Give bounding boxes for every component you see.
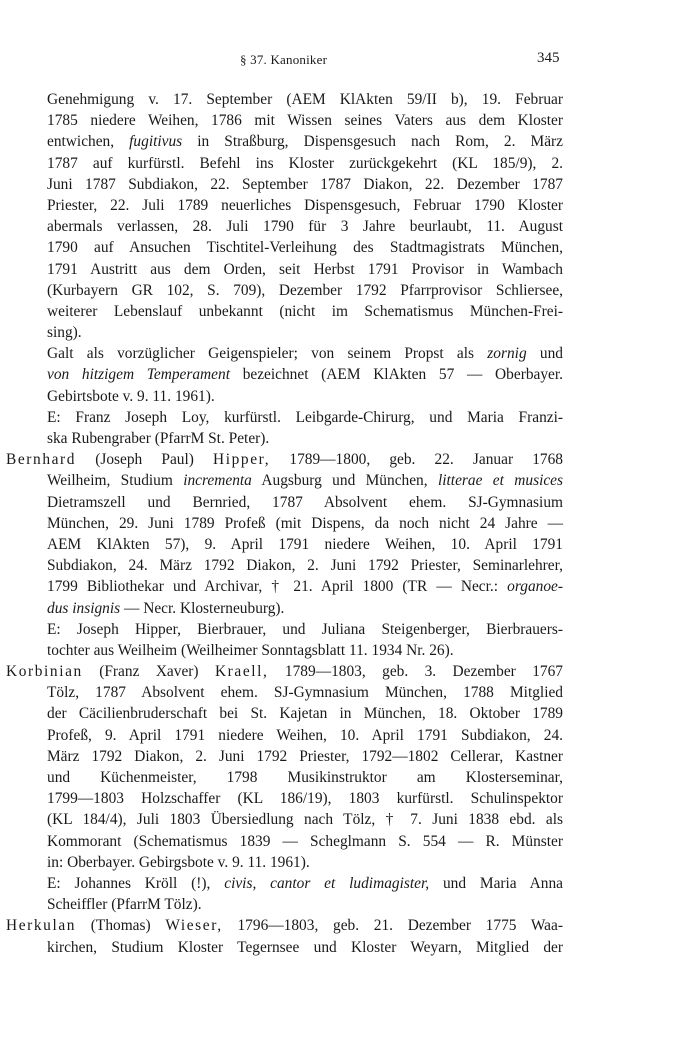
text-run: 1799 Bibliothekar und Archivar, † 21. April 1800 (TR — Necr.: <box>47 578 499 596</box>
text-run: und <box>539 345 563 363</box>
entry-heading-line <box>6 915 563 936</box>
latin-term: fugitivus <box>129 133 183 151</box>
text-line <box>47 576 563 597</box>
entry-heading-line <box>6 449 563 470</box>
latin-term: dus insignis <box>47 599 121 617</box>
body-text <box>6 89 564 958</box>
text-run: entwichen, <box>47 133 115 151</box>
text-line: München, 29. Juni 1789 Profeß (mit Dispens, da noch nicht 24 Jahre — <box>47 514 563 532</box>
text-run: 1789—1800, geb. 22. Januar 1768 <box>289 451 564 469</box>
latin-term: organoe- <box>507 578 563 596</box>
entry-surname: Kraell, <box>214 663 269 681</box>
text-line: (KL 184/4), Juli 1803 Übersiedlung nach Tölz, † 7. Juni 1838 ebd. als <box>47 811 563 829</box>
text-line: Kommorant (Schematismus 1839 — Scheglmann S. 554 — R. Münster <box>47 832 563 850</box>
text-line: Tölz, 1787 Absolvent ehem. SJ-Gymnasium München, 1788 Mitglied <box>47 684 563 702</box>
text-line: und Küchenmeister, 1798 Musikinstruktor am Klosterseminar, <box>47 769 563 786</box>
text-run: 1796—1803, geb. 21. Dezember 1775 Waa- <box>237 917 563 935</box>
text-line: Scheiffler (PfarrM Tölz). <box>47 896 202 914</box>
entry-name: Bernhard <box>6 451 77 469</box>
text-run: Augsburg und München, <box>261 472 428 490</box>
text-line: Juni 1787 Subdiakon, 22. September 1787 Diakon, 22. Dezember 1787 <box>47 175 563 193</box>
running-header <box>0 50 700 70</box>
text-line: E: Franz Joseph Loy, kurfürstl. Leibgarde-Chirurg, und Maria Franzi- <box>47 408 563 426</box>
entry-heading-line <box>6 661 563 682</box>
text-line <box>47 364 563 385</box>
section-title: § 37. Kanoniker <box>240 52 328 67</box>
text-run: 1789—1803, geb. 3. Dezember 1767 <box>284 663 563 681</box>
text-line: 1785 niedere Weihen, 1786 mit Wissen seines Vaters aus dem Kloster <box>47 112 563 130</box>
text-run: in Straßburg, Dispensgesuch nach Rom, 2. März <box>197 133 563 151</box>
text-run: und Maria Anna <box>442 874 563 892</box>
text-line: 1791 Austritt aus dem Orden, seit Herbst 1791 Provisor in Wambach <box>47 260 563 278</box>
text-line: Genehmigung v. 17. September (AEM KlAkten 59/II b), 19. Februar <box>47 91 563 108</box>
text-line: ska Rubengraber (PfarrM St. Peter). <box>47 430 270 447</box>
text-line: kirchen, Studium Kloster Tegernsee und Kloster Weyarn, Mitglied der <box>47 938 563 956</box>
text-line: in: Oberbayer. Gebirgsbote v. 9. 11. 1961). <box>47 853 310 871</box>
text-line: tochter aus Weilheim (Weilheimer Sonntagsblatt 11. 1934 Nr. 26). <box>47 641 454 659</box>
text-line: abermals verlassen, 28. Juli 1790 für 3 Jahre beurlaubt, 11. August <box>47 218 563 236</box>
text-line: E: Joseph Hipper, Bierbrauer, und Juliana Steigenberger, Bierbrauers- <box>47 620 563 638</box>
latin-term: civis, cantor et ludimagister, <box>224 874 430 892</box>
text-line: 1799—1803 Holzschaffer (KL 186/19), 1803 kurfürstl. Schulinspektor <box>47 790 563 808</box>
text-line: Gebirtsbote v. 9. 11. 1961). <box>47 387 215 405</box>
text-line <box>47 873 563 894</box>
text-line: Profeß, 9. April 1791 niedere Weihen, 10. April 1791 Subdiakon, 24. <box>47 726 563 744</box>
text-line: Subdiakon, 24. März 1792 Diakon, 2. Juni 1792 Priester, Seminarlehrer, <box>47 557 563 575</box>
text-line <box>47 343 563 364</box>
text-run: (Franz Xaver) <box>99 663 199 681</box>
text-line <box>47 131 563 152</box>
text-line: (Kurbayern GR 102, S. 709), Dezember 1792 Pfarrprovisor Schliersee, <box>47 281 563 299</box>
text-line <box>47 598 563 619</box>
entry-surname: Wieser, <box>165 917 223 935</box>
quoted-term: von hitzigem Temperament <box>47 366 230 384</box>
entry-name: Herkulan <box>6 917 77 935</box>
text-line <box>47 470 563 491</box>
text-run: bezeichnet (AEM KlAkten 57 — Oberbayer. <box>242 366 563 384</box>
text-run: — Necr. Klosterneuburg). <box>123 599 285 617</box>
latin-term: litterae et musices <box>437 472 563 490</box>
quoted-term: zornig <box>487 345 527 363</box>
text-line: sing). <box>47 324 82 342</box>
text-run: (Joseph Paul) <box>95 451 194 469</box>
text-run: Weilheim, Studium <box>47 472 173 490</box>
entry-surname: Hipper, <box>213 451 271 469</box>
text-line: AEM KlAkten 57), 9. April 1791 niedere Weihen, 10. April 1791 <box>47 535 563 553</box>
text-run: Galt als vorzüglicher Geigenspieler; von seinem Propst als <box>47 345 475 363</box>
text-line: weiterer Lebenslauf unbekannt (nicht im Schematismus München-Frei- <box>47 302 563 320</box>
text-run: E: Johannes Kröll (!), <box>47 874 211 892</box>
text-line: März 1792 Diakon, 2. Juni 1792 Priester, 1792—1802 Cellerar, Kastner <box>47 747 563 765</box>
text-line: der Cäcilienbruderschaft bei St. Kajetan in München, 18. Oktober 1789 <box>47 705 563 723</box>
text-run: (Thomas) <box>90 917 151 935</box>
text-line: 1787 auf kurfürstl. Befehl ins Kloster zurückgekehrt (KL 185/9), 2. <box>47 154 563 172</box>
text-line: Priester, 22. Juli 1789 neuerliches Dispensgesuch, Februar 1790 Kloster <box>47 196 563 214</box>
page-number: 345 <box>537 50 560 66</box>
entry-name: Korbinian <box>6 663 83 681</box>
text-line: 1790 auf Ansuchen Tischtitel-Verleihung des Stadtmagistrats München, <box>47 239 563 257</box>
latin-term: incrementa <box>183 472 252 490</box>
text-line: Dietramszell und Bernried, 1787 Absolvent ehem. SJ-Gymnasium <box>47 493 563 511</box>
